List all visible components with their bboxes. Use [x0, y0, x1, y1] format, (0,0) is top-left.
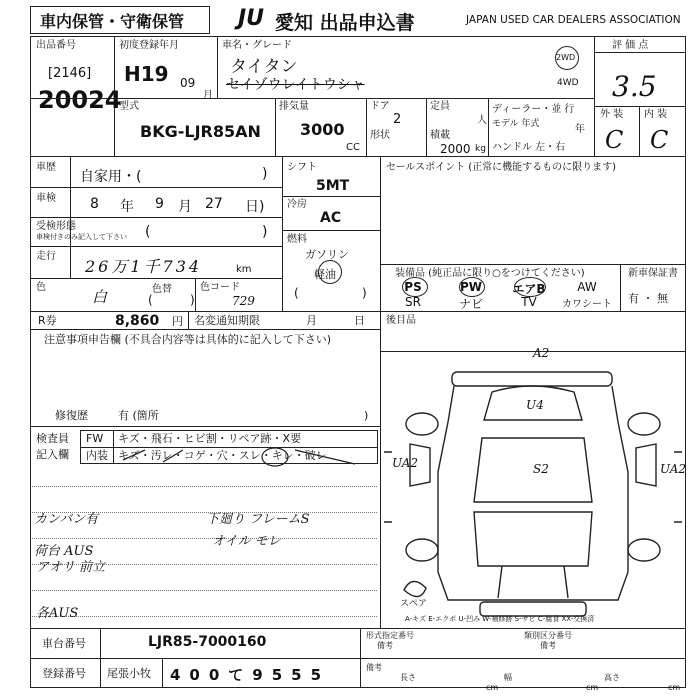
warranty-value: 有 ・ 無 — [628, 292, 668, 305]
color-change-close: ) — [190, 293, 195, 307]
history-close: ) — [262, 166, 268, 182]
capacity-unit: 人 — [477, 115, 487, 126]
equip-circle-pw — [459, 277, 485, 297]
spec-note-1: 備考 — [377, 641, 393, 650]
inspection-month: 9 — [155, 196, 164, 212]
fuel-circle — [318, 260, 342, 284]
checker-label-1: 検査員 — [36, 432, 69, 445]
equip-circle-airbag — [514, 277, 546, 297]
diagram-mark: UA2 — [392, 456, 419, 470]
load-value: 2000 — [440, 142, 471, 156]
warranty-label: 新車保証書 — [628, 268, 678, 279]
first-reg-year: H19 — [124, 62, 169, 86]
shift-label: シフト — [287, 162, 317, 173]
spec-class-label: 類別区分番号 — [524, 631, 572, 640]
fuel-gasoline: ガソリン — [305, 248, 349, 261]
displacement-value: 3000 — [300, 120, 345, 139]
inspection-label: 車検 — [36, 193, 56, 204]
handle-label: ハンドル 左・右 — [492, 142, 566, 153]
interior-label: 内 装 — [644, 109, 668, 120]
ac-value: AC — [320, 210, 342, 226]
acceptance-note: 車検付きのみ記入して下さい — [36, 233, 127, 241]
acceptance-open: ( — [145, 224, 151, 240]
inspection-year: 8 — [90, 196, 99, 212]
repair-close: ) — [364, 409, 369, 422]
history-value: 自家用・( — [80, 169, 142, 185]
inspection-month-unit: 月 — [178, 199, 192, 215]
color-value: 白 — [92, 288, 108, 306]
drive-4wd: 4WD — [557, 78, 579, 88]
spec-width: 幅 — [504, 673, 512, 682]
equipment-item: SR — [405, 295, 421, 309]
exterior-value: C — [605, 126, 624, 154]
repair-label: 修復歴 — [55, 409, 88, 422]
storage-text: 車内保管・守衛保管 — [40, 12, 185, 31]
score-label: 評 価 点 — [612, 40, 649, 51]
interior-value: C — [650, 126, 669, 154]
color-change-label: 色替 — [152, 284, 172, 295]
color-code-label: 色コード — [200, 282, 240, 293]
interior-check-label: 内装 — [86, 449, 108, 462]
lot-sub: [2146] — [48, 66, 92, 81]
spec-cm-1: cm — [486, 683, 499, 692]
shape-label: 形状 — [370, 130, 390, 141]
interior-marks — [115, 444, 375, 468]
fuel-close: ) — [362, 286, 367, 300]
inspection-day: 27 — [205, 196, 223, 212]
damage-legend: A-キズ E-エクボ U-凹み W-補修跡 S-サビ C-腐食 XX-交換済 — [405, 615, 595, 623]
notes-label: 注意事項申告欄 (不具合内容等は具体的に記入して下さい) — [44, 333, 332, 346]
association-name: JAPAN USED CAR DEALERS ASSOCIATION — [466, 14, 681, 26]
mileage-value: 26万1千734 — [85, 257, 203, 276]
sales-point-label: セールスポイント (正常に機能するものに限ります) — [386, 162, 617, 173]
equipment-item: TV — [521, 295, 537, 309]
spec-note-3: 備考 — [366, 663, 382, 672]
spec-type-label: 形式指定番号 — [366, 631, 414, 640]
color-label: 色 — [36, 282, 46, 293]
mileage-unit: km — [236, 264, 252, 275]
fw-label: FW — [86, 432, 104, 445]
doors-value: 2 — [393, 112, 402, 127]
model-value: BKG-LJR85AN — [140, 122, 261, 141]
car-name-label: 車名・グレード — [222, 40, 292, 51]
inspection-day-unit: 日) — [245, 199, 265, 215]
fw-items: キズ・飛石・ヒビ割・リペア跡・X要 — [118, 432, 302, 445]
car-diagram — [382, 352, 687, 628]
diagram-mark: UA2 — [660, 462, 687, 476]
model-year-label: モデル 年式 — [492, 119, 540, 129]
model-label: 型式 — [119, 101, 139, 112]
acceptance-close: ) — [262, 224, 268, 240]
plate-label: 登録番号 — [42, 667, 86, 680]
form-title: 愛知 出品申込書 — [275, 12, 415, 34]
repair-value: 有 (箇所 — [118, 409, 159, 422]
car-grade-struck: セイゾウレイトウシャ — [226, 77, 365, 93]
load-unit: kg — [475, 144, 486, 154]
interior-items: キズ・汚レ・コゲ・穴・スレ・キレ・破レ — [118, 449, 327, 462]
car-name: タイタン — [230, 57, 298, 77]
name-change-day: 日 — [354, 314, 365, 327]
ac-label: 冷房 — [287, 199, 307, 210]
diagram-mark: A2 — [533, 346, 550, 360]
equipment-item: カワシート — [562, 299, 612, 310]
remark: 各AUS — [36, 606, 79, 621]
remark: 荷台 AUS — [34, 544, 94, 559]
fuel-label: 燃料 — [287, 234, 307, 245]
spec-note-2: 備考 — [540, 641, 556, 650]
equipment-item: AW — [577, 280, 597, 294]
ju-logo: JU — [238, 6, 265, 31]
remark: 下廻り フレームS — [206, 512, 310, 527]
lot-number: 20024 — [38, 86, 122, 114]
equipment-item: PW — [459, 280, 483, 294]
equipment-grid — [384, 280, 616, 310]
color-code: 729 — [232, 294, 255, 308]
diagram-mark: U4 — [526, 398, 544, 412]
diagram-mark: S2 — [533, 462, 549, 476]
equip-circle-ps — [402, 277, 428, 297]
mileage-label: 走行 — [36, 251, 56, 262]
displacement-unit: CC — [346, 142, 360, 153]
first-reg-label: 初度登録年月 — [119, 40, 179, 51]
name-change-label: 名変通知期限 — [194, 314, 260, 327]
plate-value: 400て9555 — [170, 666, 331, 684]
name-change-month: 月 — [306, 314, 317, 327]
remark: アオリ 前立 — [36, 560, 106, 575]
dealer-parallel: ディーラー・並 行 — [492, 104, 575, 115]
spec-length: 長さ — [400, 673, 416, 682]
acceptance-label: 受検形態 — [36, 221, 76, 232]
score-value: 3.5 — [612, 70, 657, 103]
recycle-label: R券 — [38, 314, 57, 327]
fuel-diesel: 軽油 — [314, 268, 336, 281]
model-year-unit: 年 — [575, 124, 585, 135]
fuel-open: ( — [294, 286, 299, 300]
chassis-value: LJR85-7000160 — [148, 634, 267, 650]
rear-seat-label: 後目品 — [386, 315, 416, 326]
spec-cm-2: cm — [586, 683, 599, 692]
displacement-label: 排気量 — [279, 101, 309, 112]
checker-label-2: 記入欄 — [36, 448, 69, 461]
doors-label: ドア — [370, 101, 390, 112]
load-label: 積載 — [430, 130, 450, 141]
color-change-open: ( — [148, 293, 153, 307]
plate-sub: 尾張小牧 — [107, 667, 151, 680]
equipment-item: PS — [404, 280, 422, 294]
drive-2wd: 2WD — [556, 53, 576, 62]
remark: オイル モレ — [212, 534, 281, 549]
first-reg-month: 09 — [180, 76, 196, 90]
exterior-label: 外 装 — [600, 109, 624, 120]
chassis-label: 車台番号 — [42, 637, 86, 650]
inspection-year-unit: 年 — [120, 199, 134, 215]
equipment-item: ナビ — [458, 297, 483, 311]
first-reg-month-unit: 月 — [203, 90, 213, 101]
equipment-label: 装備品 (純正品に限り○をつけてください) — [395, 268, 585, 279]
spec-height: 高さ — [604, 673, 620, 682]
recycle-unit: 円 — [172, 315, 183, 328]
remark: カンバン有 — [34, 512, 99, 527]
spare-label: スペア — [400, 599, 428, 609]
equipment-item: エアB — [512, 282, 546, 296]
recycle-value: 8,860 — [115, 313, 160, 329]
lot-label: 出品番号 — [36, 40, 76, 51]
spec-cm-3: cm — [668, 683, 681, 692]
history-label: 車歴 — [36, 162, 56, 173]
shift-value: 5MT — [316, 178, 350, 194]
capacity-label: 定員 — [430, 101, 450, 112]
